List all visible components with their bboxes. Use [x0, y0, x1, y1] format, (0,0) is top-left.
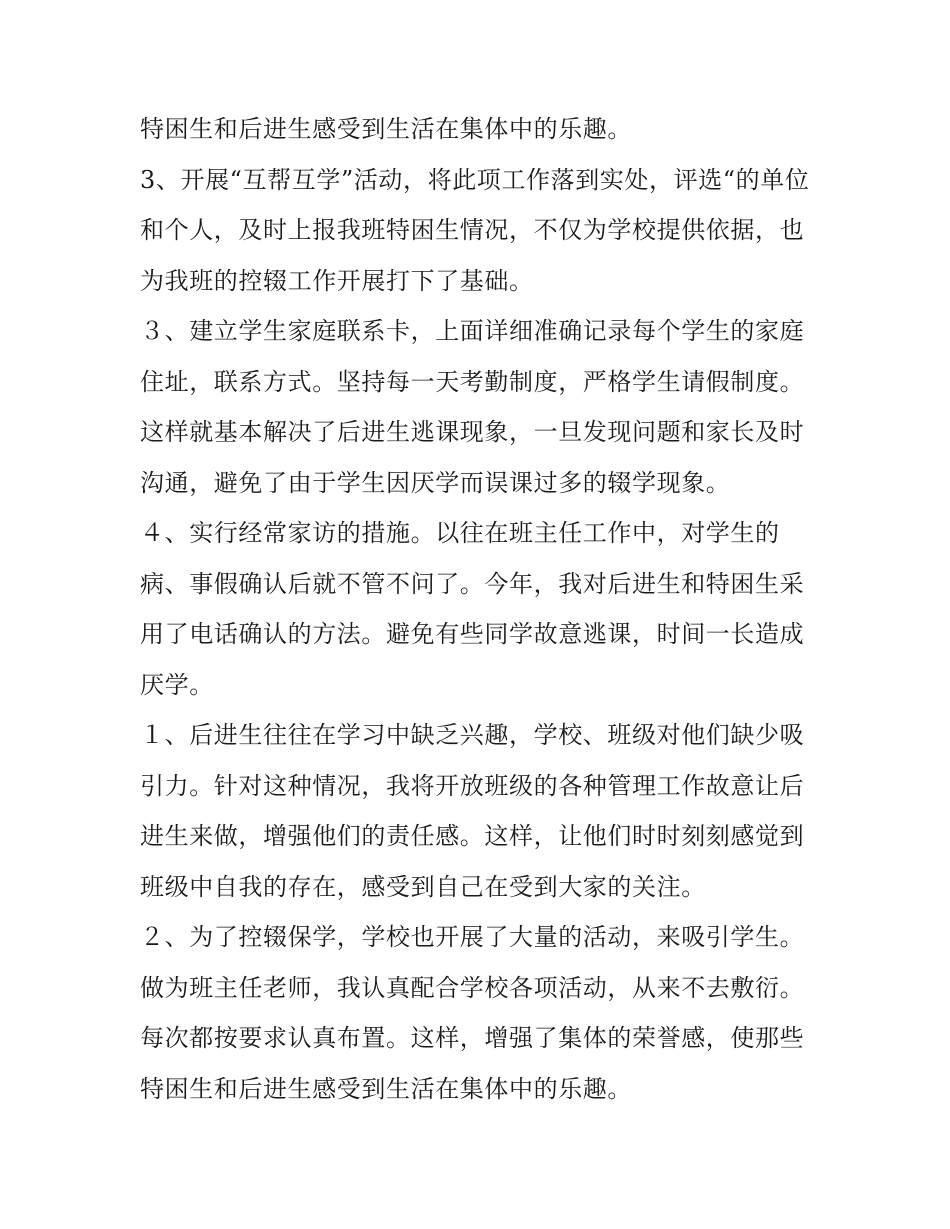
text-line: 住址，联系方式。坚持每一天考勤制度，严格学生请假制度。	[140, 367, 805, 396]
text-line: 用了电话确认的方法。避免有些同学故意逃课，时间一长造成	[140, 620, 805, 648]
text-line: 每次都按要求认真布置。这样，增强了集体的荣誉感，使那些	[140, 1024, 805, 1052]
text-line: 进生来做，增强他们的责任感。这样，让他们时时刻刻感觉到	[140, 822, 805, 850]
text-line: 和个人，及时上报我班特困生情况，不仅为学校提供依据，也	[140, 216, 805, 244]
text-line: 特困生和后进生感受到生活在集体中的乐趣。	[140, 115, 632, 143]
text-line: ２、为了控辍保学，学校也开展了大量的活动，来吸引学生。	[140, 923, 805, 951]
body-text	[140, 104, 820, 1114]
text-line: 厌学。	[140, 670, 214, 699]
text-line: 3、开展“互帮互学”活动，将此项工作落到实处，评选“的单位	[140, 165, 810, 194]
text-line: 特困生和后进生感受到生活在集体中的乐趣。	[140, 1074, 632, 1103]
text-line: ４、实行经常家访的措施。以往在班主任工作中，对学生的	[140, 519, 780, 547]
text-line: ３、建立学生家庭联系卡，上面详细准确记录每个学生的家庭	[140, 317, 805, 345]
text-line: 引力。针对这种情况，我将开放班级的各种管理工作故意让后	[140, 771, 805, 800]
text-line: 病、事假确认后就不管不问了。今年，我对后进生和特困生采	[140, 569, 805, 598]
text-line: 做为班主任老师，我认真配合学校各项活动，从来不去敷衍。	[140, 973, 805, 1002]
text-line: 班级中自我的存在，感受到自己在受到大家的关注。	[140, 872, 706, 901]
text-line: 沟通，避免了由于学生因厌学而误课过多的辍学现象。	[140, 468, 731, 497]
text-line: 这样就基本解决了后进生逃课现象，一旦发现问题和家长及时	[140, 418, 805, 446]
text-line: 为我班的控辍工作开展打下了基础。	[140, 266, 534, 295]
text-line: １、后进生往往在学习中缺乏兴趣，学校、班级对他们缺少吸	[140, 721, 805, 749]
